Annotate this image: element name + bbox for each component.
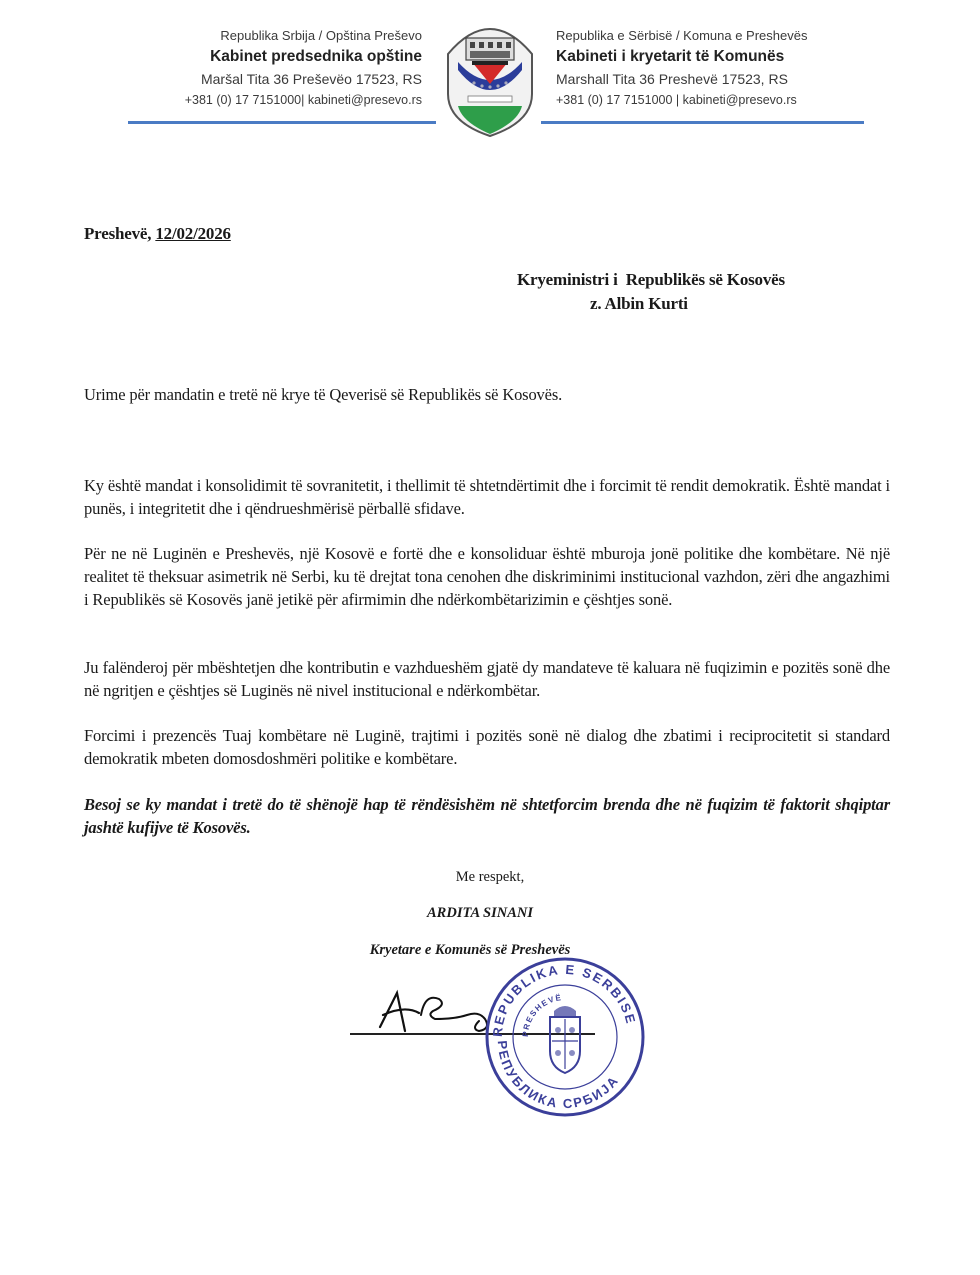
letterhead-left-contact: +381 (0) 17 7151000| kabineti@presevo.rs [184, 93, 422, 107]
paragraph: Ky është mandat i konsolidimit të sovranitetit, i thellimit të shtetndërtimit dhe i forcimit të rendit demokratik. Është mandat i punës, i integritetit dhe i qëndrueshmërisë përballë sfidave. [84, 476, 890, 518]
stamp-outer-text-cyrillic: РЕПУБЛИКА СРБИЈА [494, 1039, 622, 1112]
place: Preshevë, [84, 224, 156, 243]
closing-salutation: Me respekt, [455, 869, 525, 885]
letterhead-left-office: Kabinet predsednika opštine [210, 48, 422, 65]
letterhead-left-rule [128, 121, 436, 124]
recipient-name: z. Albin Kurti [590, 294, 688, 313]
stamp-outer-text-albanian: REPUBLIKA E SERBISE [489, 961, 639, 1038]
recipient-title: Kryeministri i Republikës së Kosovës [517, 270, 785, 289]
paragraph: Për ne në Luginën e Preshevës, një Kosovë e fortë dhe e konsoliduar është mburoja jonë politike dhe kombëtare. Në një realitet të theksuar asimetrik në Serbi, ku të drejtat tona cenohen dhe diskriminimi institucional vazhdon, zëri dhe angazhimi i Republikës së Kosovës janë jetikë për afirmimin dhe ndërkombëtarizimin e çështjes sonë. [84, 544, 890, 609]
recipient-block [517, 268, 785, 316]
letterhead-left-address: Maršal Tita 36 Preševëo 17523, RS [200, 71, 422, 87]
paragraph-greeting: Urime për mandatin e tretë në krye të Qeverisë së Republikës së Kosovës. [84, 385, 563, 404]
signer-title: Kryetare e Komunës së Preshevës [369, 942, 571, 958]
paragraph: Ju falënderoj për mbështetjen dhe kontributin e vazhdueshëm gjatë dy mandateve të kaluara në fuqizimin e pozitës sonë dhe në ngritjen e çështjes së Luginës në nivel institucional e ndërkombëtar. [84, 658, 890, 700]
letterhead-left [130, 26, 422, 110]
paragraph: Forcimi i prezencës Tuaj kombëtare në Luginë, trajtimi i pozitës sonë në dialog dhe zbatimi i reciprocitetit si standard demokratik mbeten domosdoshmëri politike e kombëtare. [84, 726, 890, 768]
paragraph-emphasis: Besoj se ky mandat i tretë do të shënojë hap të rëndësishëm në shtetforcim brenda dhe në fuqizim të faktorit shqiptar jashtë kufijve të Kosovës. [84, 795, 890, 837]
signer-name: ARDITA SINANI [427, 905, 533, 921]
official-stamp-icon [480, 955, 650, 1120]
letterhead-right-contact: +381 (0) 17 7151000 | kabineti@presevo.rs [556, 93, 797, 107]
letterhead-left-country: Republika Srbija / Opština Preševo [220, 28, 422, 43]
letterhead-right-rule [541, 121, 864, 124]
svg-text:REPUBLIKA E SERBISE [490, 962, 639, 1038]
stamp-inner-text: PRESHEVË [520, 993, 563, 1038]
letterhead-right-address: Marshall Tita 36 Preshevë 17523, RS [556, 71, 788, 87]
letter-date: 12/02/2026 [155, 224, 231, 243]
letterhead-right-office: Kabineti i kryetarit të Komunës [556, 48, 785, 65]
letterhead-right-country: Republika e Sërbisë / Komuna e Preshevës [556, 28, 808, 43]
date-line [84, 224, 231, 244]
letterhead-right [556, 26, 866, 110]
municipality-emblem-icon [438, 14, 542, 138]
